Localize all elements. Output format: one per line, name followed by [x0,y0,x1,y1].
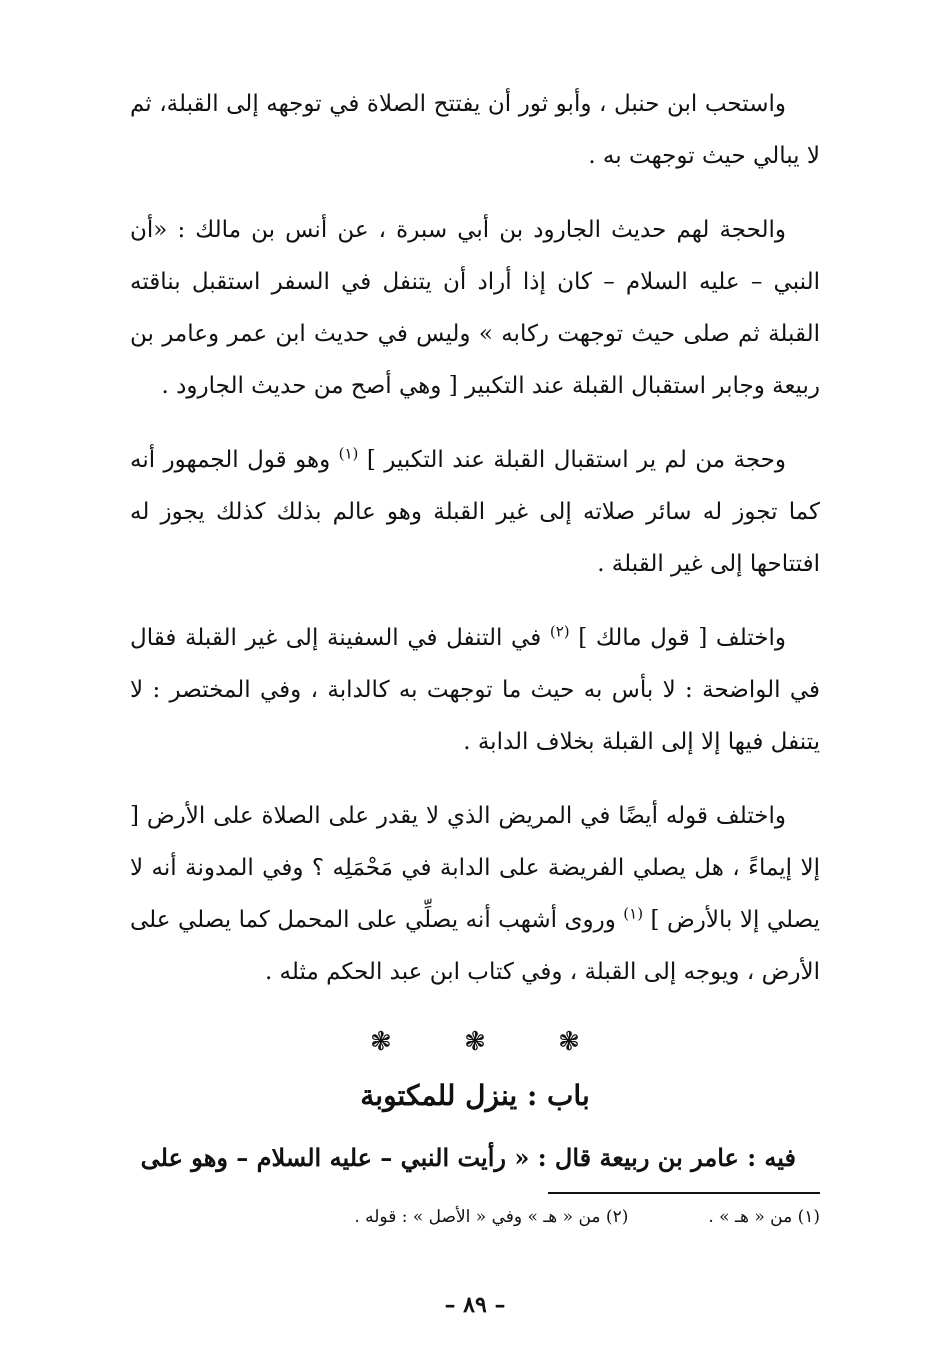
footnote-marker-1: (١) [338,444,359,463]
paragraph-4-text-after: في التنفل في السفينة إلى غير القبلة فقال في الواضحة : لا بأس به حيث ما توجهت به كالدابة ، وفي المختصر : لا يتنفل فيها إلا إلى القبلة بخلاف الدابة . [130,625,820,755]
paragraph-2: والحجة لهم حديث الجارود بن أبي سبرة ، عن أنس بن مالك : «أن النبي – عليه السلام – كان إذا أراد أن يتنفل في السفر استقبل بناقته القبلة ثم صلى حيث توجهت ركابه » وليس في حديث ابن عمر وعامر بن ربيعة وجابر استقبال القبلة عند التكبير [ وهي أصح من حديث الجارود . [130,217,820,399]
paragraph-3-text-after: وهو قول الجمهور أنه كما تجوز له سائر صلاته إلى غير القبلة وهو عالم بذلك كذلك يجوز له افتتاحها إلى غير القبلة . [130,447,820,577]
chapter-opening-line: فيه : عامر بن ربيعة قال : « رأيت النبي – عليه السلام – وهو على [140,1143,796,1172]
footnote-marker-3: (١) [623,904,644,923]
paragraph-5-text-before: واختلف قوله أيضًا في المريض الذي لا يقدر على الصلاة على الأرض [ إلا إيماءً ، هل يصلي الفريضة على الدابة في مَحْمَلِه ؟ وفي المدونة أنه لا يصلي إلا بالأرض ] [130,803,820,933]
page-number: – ٨٩ – [444,1292,506,1318]
asterism-icon: ❃ [370,1027,392,1057]
paragraph-1: واستحب ابن حنبل ، وأبو ثور أن يفتتح الصلاة في توجهه إلى القبلة، ثم لا يبالي حيث توجهت به . [130,91,820,169]
paragraph-4-text-before: واختلف [ قول مالك ] [578,625,787,651]
asterism-icon: ❃ [558,1027,580,1057]
chapter-title: باب : ينزل للمكتوبة [360,1079,590,1112]
paragraph-4 [130,612,820,768]
paragraph-5-text-after: وروى أشهب أنه يصلِّي على المحمل كما يصلي على الأرض ، ويوجه إلى القبلة ، وفي كتاب ابن عبد الحكم مثله . [130,907,820,985]
paragraph-3-text-before: وحجة من لم ير استقبال القبلة عند التكبير ] [366,447,786,473]
section-separator [130,1020,820,1064]
book-page [130,78,820,1372]
footnote-divider [548,1192,820,1194]
footnotes [130,1202,820,1232]
footnote-marker-2: (٢) [549,622,570,641]
paragraph-3 [130,434,820,590]
paragraph-5 [130,790,820,998]
asterism-icon: ❃ [464,1027,486,1057]
footnote-1: (١) من « هـ » . [708,1207,820,1227]
footnote-2: (٢) من « هـ » وفي « الأصل » : قوله . [354,1207,629,1227]
